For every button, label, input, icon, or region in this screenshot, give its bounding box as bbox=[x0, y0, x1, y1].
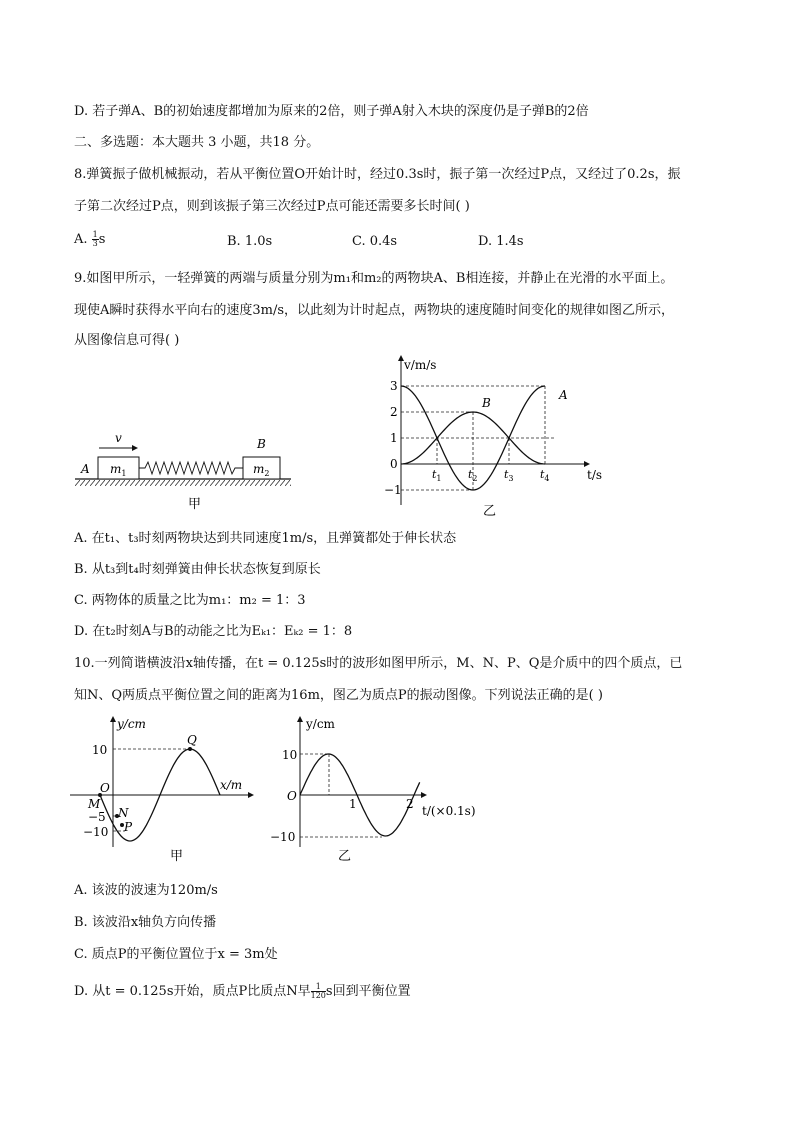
jia-ytick-10: 10 bbox=[92, 743, 108, 757]
yi-ytick-1: 2 bbox=[390, 405, 398, 419]
q10-option-d-post: s回到平衡位置 bbox=[325, 984, 411, 999]
label-B: B bbox=[257, 437, 266, 451]
yi2-xtick-1: 1 bbox=[349, 797, 357, 811]
yi-ytick-4: −1 bbox=[384, 483, 402, 497]
caption-yi: 乙 bbox=[483, 504, 497, 519]
q8-option-d: D. 1.4s bbox=[478, 234, 524, 249]
caption-yi-q10: 乙 bbox=[338, 849, 352, 864]
q10-option-d-fraction bbox=[311, 983, 326, 1000]
q9-figure-jia bbox=[75, 432, 295, 512]
velocity-arrowhead bbox=[132, 445, 138, 451]
yi-ytick-0: 3 bbox=[390, 379, 398, 393]
spring bbox=[139, 462, 243, 474]
label-M: M bbox=[88, 797, 101, 811]
label-N: N bbox=[118, 806, 129, 820]
jia-ytick-neg5: −5 bbox=[88, 810, 106, 824]
label-Q: Q bbox=[187, 733, 197, 747]
q9-option-d: D. 在t₂时刻A与B的动能之比为Eₖ₁：Eₖ₂ = 1：8 bbox=[74, 624, 353, 639]
q9-stem-line2: 现使A瞬时获得水平向右的速度3m/s，以此刻为计时起点，两物块的速度随时间变化的规律如图乙所示， bbox=[74, 303, 675, 318]
q9-stem-line1: 9.如图甲所示，一轻弹簧的两端与质量分别为m₁和m₂的两物块A、B相连接，并静止在光滑的水平面上。 bbox=[74, 271, 674, 286]
label-v: v bbox=[115, 431, 122, 445]
label-m1-letter: m bbox=[110, 462, 122, 476]
q10-stem-line1: 10.一列简谐横波沿x轴传播，在t = 0.125s时的波形如图甲所示，M、N、P、Q是介质中的四个质点，已 bbox=[74, 656, 683, 671]
jia-ylabel: y/cm bbox=[117, 717, 146, 731]
ground-hatch bbox=[75, 480, 291, 486]
q10-figure-yi bbox=[270, 712, 512, 864]
q8-option-b: B. 1.0s bbox=[227, 234, 273, 249]
yi-xtick-sub-3: 3 bbox=[508, 474, 514, 483]
yi-xtick-4: $t_4$ bbox=[540, 468, 550, 483]
q9-option-a: A. 在t₁、t₃时刻两物块达到共同速度1m/s，且弹簧都处于伸长状态 bbox=[74, 531, 457, 546]
q10-option-d-denominator: 120 bbox=[310, 991, 326, 1000]
q9-stem-line3: 从图像信息可得( ) bbox=[74, 333, 180, 348]
point-Q bbox=[188, 747, 192, 751]
yi-xtick-2: $t_2$ bbox=[468, 468, 478, 483]
q8-option-a-denominator: 3 bbox=[92, 239, 98, 248]
jia-ytick-neg10: −10 bbox=[83, 825, 109, 839]
yi-xtick-sub-4: 4 bbox=[544, 474, 550, 483]
yi-xtick-1: $t_1$ bbox=[432, 468, 442, 483]
q8-option-a-numerator: 1 bbox=[92, 230, 98, 239]
label-P: P bbox=[124, 820, 133, 834]
jia-x-arrow bbox=[248, 792, 254, 798]
yi2-ylabel: y/cm bbox=[306, 717, 335, 731]
yi-x-arrow bbox=[584, 461, 590, 467]
yi-xlabel: t/s bbox=[587, 468, 603, 482]
label-m2-sub: 2 bbox=[264, 469, 270, 478]
q9-option-c: C. 两物体的质量之比为m₁：m₂ = 1：3 bbox=[74, 593, 306, 608]
yi2-xlabel: t/(×0.1s) bbox=[422, 804, 476, 818]
q8-option-c: C. 0.4s bbox=[352, 234, 398, 249]
yi-xtick-sub-1: 1 bbox=[436, 474, 442, 483]
label-m2-letter: m bbox=[253, 462, 265, 476]
yi2-x-arrow bbox=[421, 792, 427, 798]
caption-jia-q10: 甲 bbox=[170, 849, 184, 864]
q8-option-a-unit: s bbox=[98, 232, 106, 247]
yi-label-curve-A: A bbox=[559, 388, 568, 402]
yi2-ytick-10: 10 bbox=[282, 748, 298, 762]
q10-option-d bbox=[74, 983, 411, 1000]
yi-xtick-3: $t_3$ bbox=[504, 468, 514, 483]
yi-ytick-3: 0 bbox=[390, 457, 398, 471]
yi-ylabel: v/m/s bbox=[404, 358, 437, 372]
q10-figure-jia bbox=[70, 712, 270, 862]
q8-option-a bbox=[74, 231, 105, 248]
jia-origin: O bbox=[100, 781, 110, 795]
yi-xtick-sub-2: 2 bbox=[472, 474, 478, 483]
jia-xlabel: x/m bbox=[220, 778, 243, 792]
q9-option-b: B. 从t₃到t₄时刻弹簧由伸长状态恢复到原长 bbox=[74, 562, 321, 577]
q8-stem-line1: 8.弹簧振子做机械振动，若从平衡位置O开始计时，经过0.3s时，振子第一次经过P点，又经过了0.2s，振 bbox=[74, 167, 681, 182]
yi2-y-arrow bbox=[297, 716, 303, 722]
q10-stem-line2: 知N、Q两质点平衡位置之间的距离为16m，图乙为质点P的振动图像。下列说法正确的是( ) bbox=[74, 688, 603, 703]
section-heading: 二、多选题：本大题共 3 小题，共18 分。 bbox=[74, 135, 320, 150]
yi-ytick-2: 1 bbox=[390, 431, 398, 445]
q10-option-b: B. 该波沿x轴负方向传播 bbox=[74, 915, 217, 930]
q8-stem-line2: 子第二次经过P点，则到该振子第三次经过P点可能还需要多长时间( ) bbox=[74, 199, 470, 214]
q10-option-d-numerator: 1 bbox=[311, 983, 326, 992]
yi2-origin: O bbox=[287, 789, 297, 803]
yi2-xtick-2: 2 bbox=[406, 797, 414, 811]
label-m1-sub: 1 bbox=[121, 469, 127, 478]
q7-option-d: D. 若子弹A、B的初始速度都增加为原来的2倍，则子弹A射入木块的深度仍是子弹B的2倍 bbox=[74, 104, 589, 119]
yi-label-curve-B: B bbox=[482, 396, 491, 410]
q10-option-d-pre: D. 从t = 0.125s开始，质点P比质点N早 bbox=[74, 984, 311, 999]
q8-option-a-fraction bbox=[92, 231, 99, 248]
jia-y-arrow bbox=[110, 716, 116, 722]
q8-option-a-prefix: A. bbox=[74, 232, 88, 247]
yi2-ytick-neg10: −10 bbox=[270, 830, 296, 844]
q10-option-c: C. 质点P的平衡位置位于x = 3m处 bbox=[74, 947, 278, 962]
q10-option-a: A. 该波的波速为120m/s bbox=[74, 883, 218, 898]
q9-figure-yi bbox=[380, 355, 620, 520]
label-A: A bbox=[81, 462, 90, 476]
caption-jia: 甲 bbox=[188, 497, 202, 512]
